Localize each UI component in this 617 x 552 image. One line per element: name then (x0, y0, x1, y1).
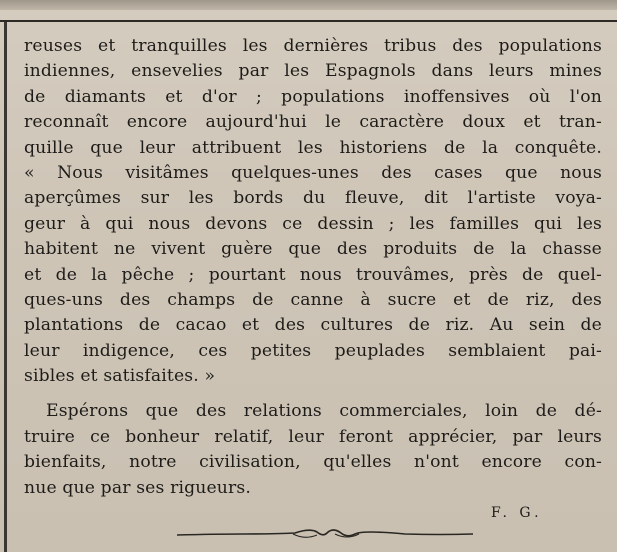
paragraph-1 (24, 34, 602, 389)
text-line: reuses et tranquilles les dernières tribus des populations (24, 36, 602, 56)
text-line: Espérons que des relations commerciales, loin de dé- (46, 401, 602, 422)
text-line: habitent ne vivent guère que des produits de la chasse (24, 239, 602, 260)
decorative-flourish (175, 522, 475, 544)
text-line: quille que leur attribuent les historiens de la conquête. (24, 137, 602, 158)
author-signature: F. G. (491, 505, 543, 521)
text-line: reconnaît encore aujourd'hui le caractère doux et tran- (24, 112, 602, 133)
text-line: nue que par ses rigueurs. (24, 477, 251, 498)
text-line: et de la pêche ; pourtant nous trouvâmes, près de quel- (24, 264, 602, 285)
text-line: truire ce bonheur relatif, leur feront apprécier, par leurs (24, 426, 602, 447)
column-rule (4, 22, 7, 552)
text-line: bienfaits, notre civilisation, qu'elles n'ont encore con- (24, 452, 602, 473)
text-line: sibles et satisfaites. » (24, 366, 216, 387)
article-body (24, 34, 602, 501)
text-line: ques-uns des champs de canne à sucre et de riz, des (24, 289, 602, 310)
header-strip (0, 0, 617, 10)
text-line: indiennes, ensevelies par les Espagnols dans leurs mines (24, 61, 602, 82)
text-line: leur indigence, ces petites peuplades semblaient pai- (24, 340, 602, 361)
text-line: de diamants et d'or ; populations inoffensives où l'on (24, 86, 602, 107)
text-line: « Nous visitâmes quelques-unes des cases que nous (24, 162, 602, 183)
paragraph-2 (24, 399, 602, 501)
header-rule (0, 20, 617, 22)
text-line: aperçûmes sur les bords du fleuve, dit l'artiste voya- (24, 188, 602, 209)
text-line: geur à qui nous devons ce dessin ; les familles qui les (24, 213, 602, 234)
text-line: plantations de cacao et des cultures de riz. Au sein de (24, 315, 602, 336)
